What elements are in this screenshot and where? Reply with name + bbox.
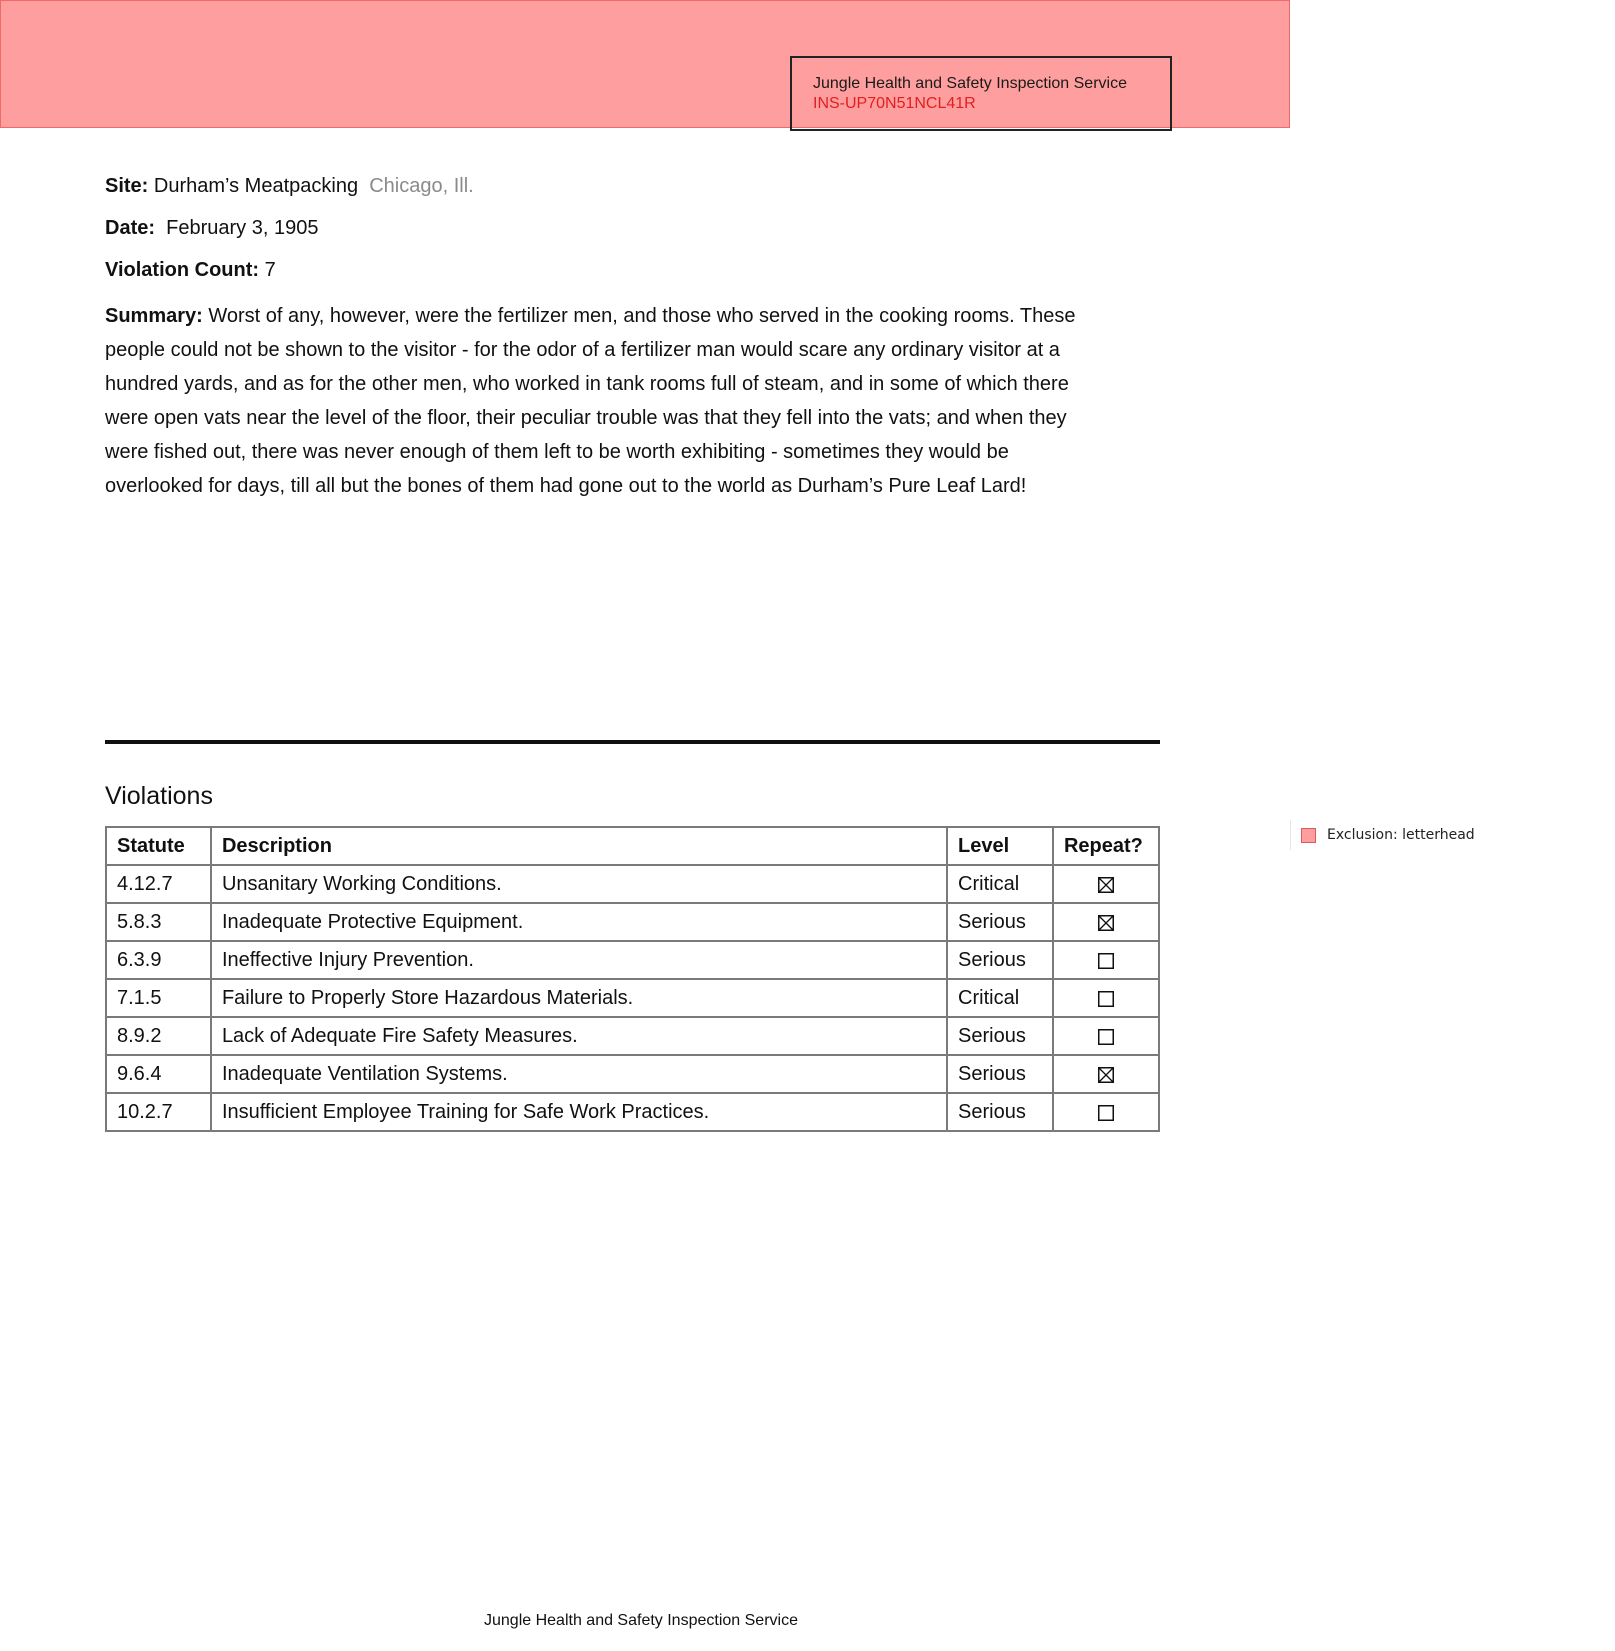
summary-paragraph [105,299,1085,503]
repeat-cell [1053,1093,1159,1131]
level-cell: Serious [947,1093,1053,1131]
violations-heading: Violations [105,782,213,810]
description-cell: Inadequate Ventilation Systems. [211,1055,947,1093]
description-cell: Insufficient Employee Training for Safe Work Practices. [211,1093,947,1131]
table-row [106,1055,1159,1093]
description-cell: Failure to Properly Store Hazardous Materials. [211,979,947,1017]
description-cell: Inadequate Protective Equipment. [211,903,947,941]
level-cell: Serious [947,903,1053,941]
inspection-reference: INS-UP70N51NCL41R [813,95,976,112]
statute-cell: 6.3.9 [106,941,211,979]
statute-cell: 8.9.2 [106,1017,211,1055]
table-header-row [106,827,1159,865]
statute-cell: 4.12.7 [106,865,211,903]
column-header-repeat: Repeat? [1053,827,1159,865]
description-cell: Ineffective Injury Prevention. [211,941,947,979]
level-cell: Serious [947,1017,1053,1055]
date-label: Date: [105,217,156,239]
statute-cell: 7.1.5 [106,979,211,1017]
date-value: February 3, 1905 [166,217,319,239]
date-line [105,216,318,240]
legend-swatch-icon [1301,828,1316,843]
repeat-checkbox-icon [1098,952,1114,968]
statute-cell: 9.6.4 [106,1055,211,1093]
repeat-checkbox-icon [1098,876,1114,892]
repeat-cell [1053,979,1159,1017]
site-line [105,174,474,198]
table-row [106,903,1159,941]
site-location: Chicago, Ill. [369,175,474,197]
column-header-statute: Statute [106,827,211,865]
statute-cell: 5.8.3 [106,903,211,941]
repeat-checkbox-icon [1098,1066,1114,1082]
description-cell: Lack of Adequate Fire Safety Measures. [211,1017,947,1055]
violations-table [105,826,1160,1132]
table-row [106,1017,1159,1055]
description-cell: Unsanitary Working Conditions. [211,865,947,903]
summary-text: Worst of any, however, were the fertilizer men, and those who served in the cooking rooms. These people could not be shown to the visitor - for the odor of a fertilizer man would scare any ordinary visitor at a hundred yards, and as for the other men, who worked in tank rooms full of steam, and in some of which there were open vats near the level of the floor, their peculiar trouble was that they fell into the vats; and when they were fished out, there was never enough of them left to be worth exhibiting - sometimes they would be overlooked for days, till all but the bones of them had gone out to the world as Durham’s Pure Leaf Lard! [105,305,1076,497]
violation-count-line [105,258,276,282]
level-cell: Critical [947,865,1053,903]
table-row [106,865,1159,903]
level-cell: Serious [947,1055,1053,1093]
column-header-level: Level [947,827,1053,865]
overlay-legend [1290,820,1475,850]
letterhead-org-name: Jungle Health and Safety Inspection Service [813,75,1127,92]
site-name: Durham’s Meatpacking [153,175,359,197]
section-divider [105,740,1160,744]
summary-label: Summary: [105,305,203,327]
column-header-description: Description [211,827,947,865]
page-footer: Jungle Health and Safety Inspection Service [484,1612,798,1629]
repeat-cell [1053,1055,1159,1093]
site-label: Site: [105,175,149,197]
repeat-cell [1053,1017,1159,1055]
repeat-checkbox-icon [1098,914,1114,930]
repeat-cell [1053,903,1159,941]
level-cell: Critical [947,979,1053,1017]
repeat-checkbox-icon [1098,990,1114,1006]
letterhead-box [790,56,1172,131]
repeat-cell [1053,865,1159,903]
table-row [106,1093,1159,1131]
violation-count-label: Violation Count: [105,259,260,281]
level-cell: Serious [947,941,1053,979]
repeat-checkbox-icon [1098,1028,1114,1044]
repeat-cell [1053,941,1159,979]
table-row [106,941,1159,979]
violation-count-value: 7 [264,259,276,281]
table-row [106,979,1159,1017]
statute-cell: 10.2.7 [106,1093,211,1131]
legend-label: Exclusion: letterhead [1327,827,1475,843]
repeat-checkbox-icon [1098,1104,1114,1120]
